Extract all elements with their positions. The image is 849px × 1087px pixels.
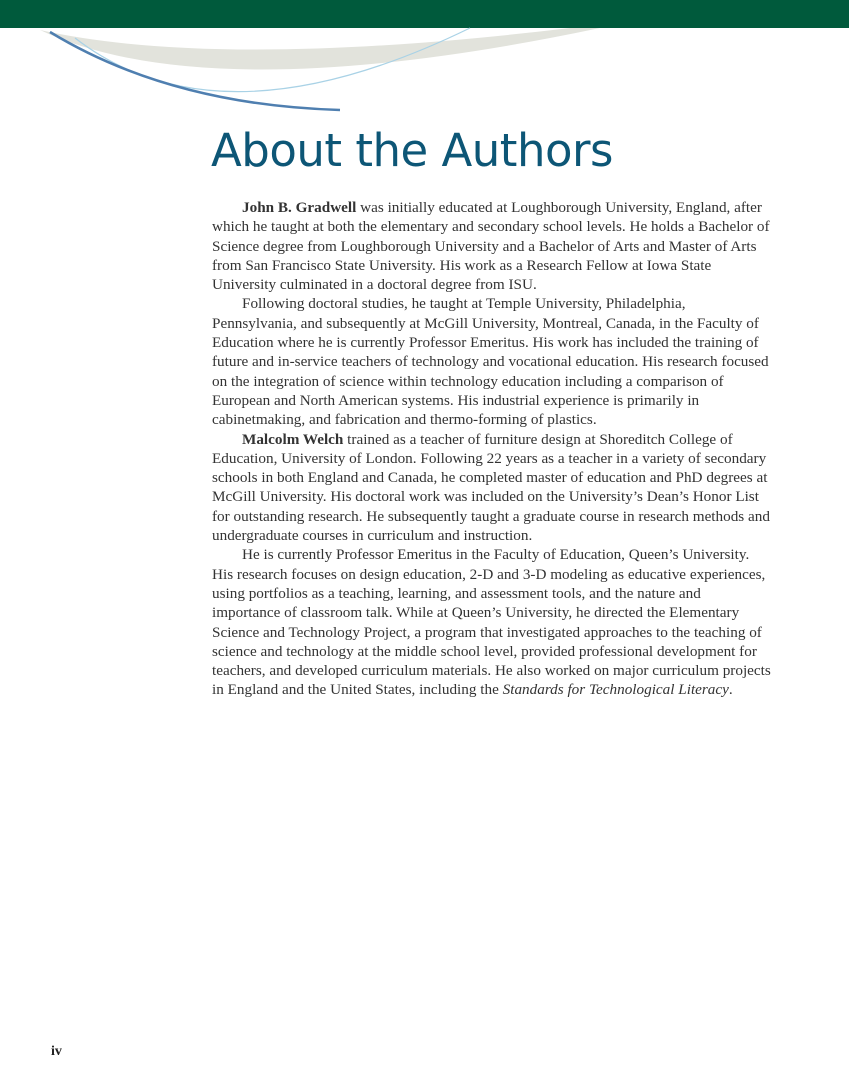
- paragraph-text: Following doctoral studies, he taught at Temple University, Philadelphia, Pennsylvania, and subsequently at McGill University, Montreal, Canada, in the Faculty of Education where he is currently Professor Emeritus. His work has included the training of future and in-service teachers of technology and vocational education. His research focused on the integration of science within technology education including a comparison of European and North American systems. His industrial experience is primarily in cabinetmaking, and fabrication and thermo-forming of plastics.: [212, 295, 769, 429]
- paragraph-welch-career: [212, 545, 772, 699]
- author-name-welch: Malcolm Welch: [242, 430, 344, 448]
- paragraph-text: was initially educated at Loughborough University, England, after which he taught at both the elementary and secondary school levels. He holds a Bachelor of Science degree from Loughborough University and a Bachelor of Arts and Master of Arts from San Francisco State University. His work as a Research Fellow at Iowa State University culminated in a doctoral degree from ISU.: [212, 199, 770, 294]
- paragraph-text: He is currently Professor Emeritus in the Faculty of Education, Queen’s University. His research focuses on design education, 2-D and 3-D modeling as educative experiences, using portfolios as a teaching, learning, and assessment tools, and the nature and importance of classroom talk. While at Queen’s University, he directed the Elementary Science and Technology Project, a program that investigated approaches to the teaching of science and technology at the middle school level, provided professional development for teachers, and developed curriculum materials. He also worked on major curriculum projects in England and the United States, including the: [212, 546, 771, 699]
- page-title: About the Authors: [211, 124, 613, 177]
- decorative-swoosh: [0, 0, 849, 140]
- paragraph-gradwell-career: [212, 294, 772, 429]
- paragraph-welch-intro: [212, 430, 772, 546]
- paragraph-tail: .: [728, 681, 733, 699]
- author-name-gradwell: John B. Gradwell: [242, 199, 357, 216]
- book-title: Standards for Technological Literacy: [502, 681, 729, 699]
- paragraph-text: trained as a teacher of furniture design at Shoreditch College of Education, University of London. Following 22 years as a teacher in a variety of secondary schools in both England and Canada, he completed master of education and PhD degrees at McGill University. His doctoral work was included on the University’s Dean’s Honor List for outstanding research. He subsequently taught a graduate course in research methods and undergraduate courses in curriculum and instruction.: [212, 430, 770, 545]
- gray-arc-band: [40, 28, 600, 70]
- authors-body: [212, 198, 772, 700]
- paragraph-gradwell-intro: [212, 198, 772, 294]
- page-number: iv: [51, 1044, 62, 1059]
